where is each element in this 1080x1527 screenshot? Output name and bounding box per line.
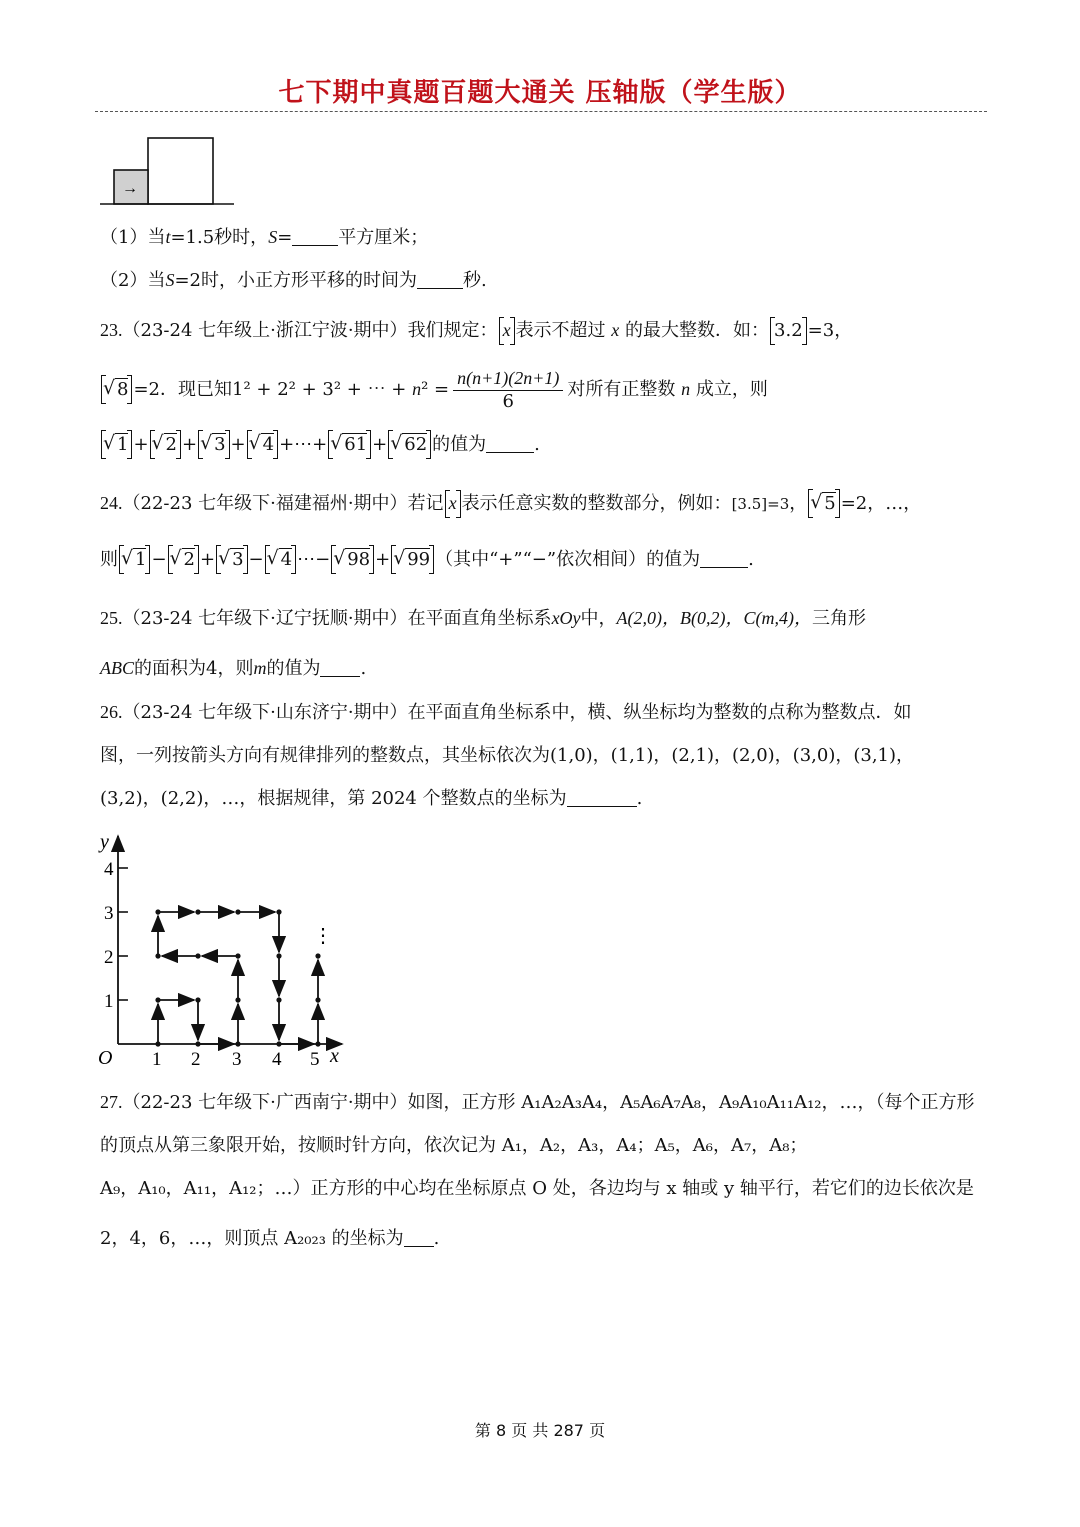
q25-line2: ABC的面积为4，则m的值为 . xyxy=(100,658,367,679)
origin-label: O xyxy=(98,1047,113,1069)
y-tick: 1 xyxy=(104,991,114,1012)
answer-blank[interactable] xyxy=(404,1228,434,1247)
answer-blank[interactable] xyxy=(567,788,637,807)
q23-line1: 23.（23-24 七年级上·浙江宁波·期中）我们规定： x 表示不超过 x 的最大整数．如： 3.2 =3， xyxy=(100,320,853,341)
q26-line3: (3,2)，(2,2)，…，根据规律，第 2024 个整数点的坐标为 . xyxy=(100,788,643,809)
answer-blank[interactable] xyxy=(292,227,338,246)
q26-line2: 图，一列按箭头方向有规律排列的整数点，其坐标依次为(1,0)，(1,1)，(2,1)，(2,0)，(3,0)，(3,1)， xyxy=(100,745,915,766)
q27-line2: 的顶点从第三象限开始，按顺时针方向，依次记为 A₁，A₂，A₃，A₄；A₅，A₆，A₇，A₈； xyxy=(100,1135,808,1156)
q26-line1: 26.（23-24 七年级下·山东济宁·期中）在平面直角坐标系中，横、纵坐标均为整数的点称为整数点．如 xyxy=(100,702,912,723)
page-title: 七下期中真题百题大通关 压轴版（学生版） xyxy=(278,78,802,108)
x-tick: 5 xyxy=(310,1049,320,1070)
y-tick: 4 xyxy=(104,859,114,880)
x-tick: 2 xyxy=(191,1049,201,1070)
title-divider xyxy=(95,111,987,112)
page-footer: 第 8 页 共 287 页 xyxy=(474,1421,606,1440)
y-tick: 2 xyxy=(104,947,114,968)
x-tick: 4 xyxy=(272,1049,282,1070)
q27-line3: A₉，A₁₀，A₁₁，A₁₂；…）正方形的中心均在坐标原点 O 处，各边均与 x 轴或 y 轴平行，若它们的边长依次是 xyxy=(100,1178,974,1199)
y-tick: 3 xyxy=(104,903,114,924)
q27-line1: 27.（22-23 七年级下·广西南宁·期中）如图，正方形 A₁A₂A₃A₄，A₅A₆A₇A₈，A₉A₁₀A₁₁A₁₂，…，（每个正方形 xyxy=(100,1092,975,1113)
q22-part1: （1）当t=1.5秒时，S= 平方厘米； xyxy=(100,227,429,248)
x-axis-label: x xyxy=(330,1045,339,1067)
q24-line1: 24.（22-23 七年级下·福建福州·期中）若记 x 表示任意实数的整数部分，例如：[3.5]=3，√ 5 =2，…， xyxy=(100,492,921,515)
answer-blank[interactable] xyxy=(320,658,360,677)
answer-blank[interactable] xyxy=(417,270,463,289)
continuation-dots: ⋮ xyxy=(313,925,333,947)
answer-blank[interactable] xyxy=(486,434,534,453)
q23-line2: √ 8 =2．现已知1² + 2² + 3² + ⋯ + n² = $\frac{n(n+1)(2n+1)}{6}$ 对所有正整数 n 成立，则 xyxy=(100,368,768,412)
squares-figure xyxy=(98,136,238,208)
q24-line2: 则√ 1 −√ 2 +√ 3 −√ 4 ⋯−√ 98 +√ 99 （其中“+”“−”依次相间）的值为 . xyxy=(100,548,754,571)
arrow-icon: → xyxy=(122,180,138,197)
q25-line1: 25.（23-24 七年级下·辽宁抚顺·期中）在平面直角坐标系xOy中，A(2,0)，B(0,2)，C(m,4)，三角形 xyxy=(100,608,867,629)
q23-line3: √ 1 +√ 2 +√ 3 +√ 4 +⋯+√ 61 +√ 62 的值为 . xyxy=(100,433,540,456)
answer-blank[interactable] xyxy=(700,549,748,568)
large-square xyxy=(148,138,213,204)
q27-line4: 2，4，6，…，则顶点 A₂₀₂₃ 的坐标为 . xyxy=(100,1228,440,1249)
x-tick: 1 xyxy=(152,1049,162,1070)
q22-part2: （2）当S=2时，小正方形平移的时间为 秒. xyxy=(100,270,487,291)
x-tick: 3 xyxy=(232,1049,242,1070)
lattice-path-graph xyxy=(94,828,354,1072)
y-axis-label: y xyxy=(100,831,109,853)
